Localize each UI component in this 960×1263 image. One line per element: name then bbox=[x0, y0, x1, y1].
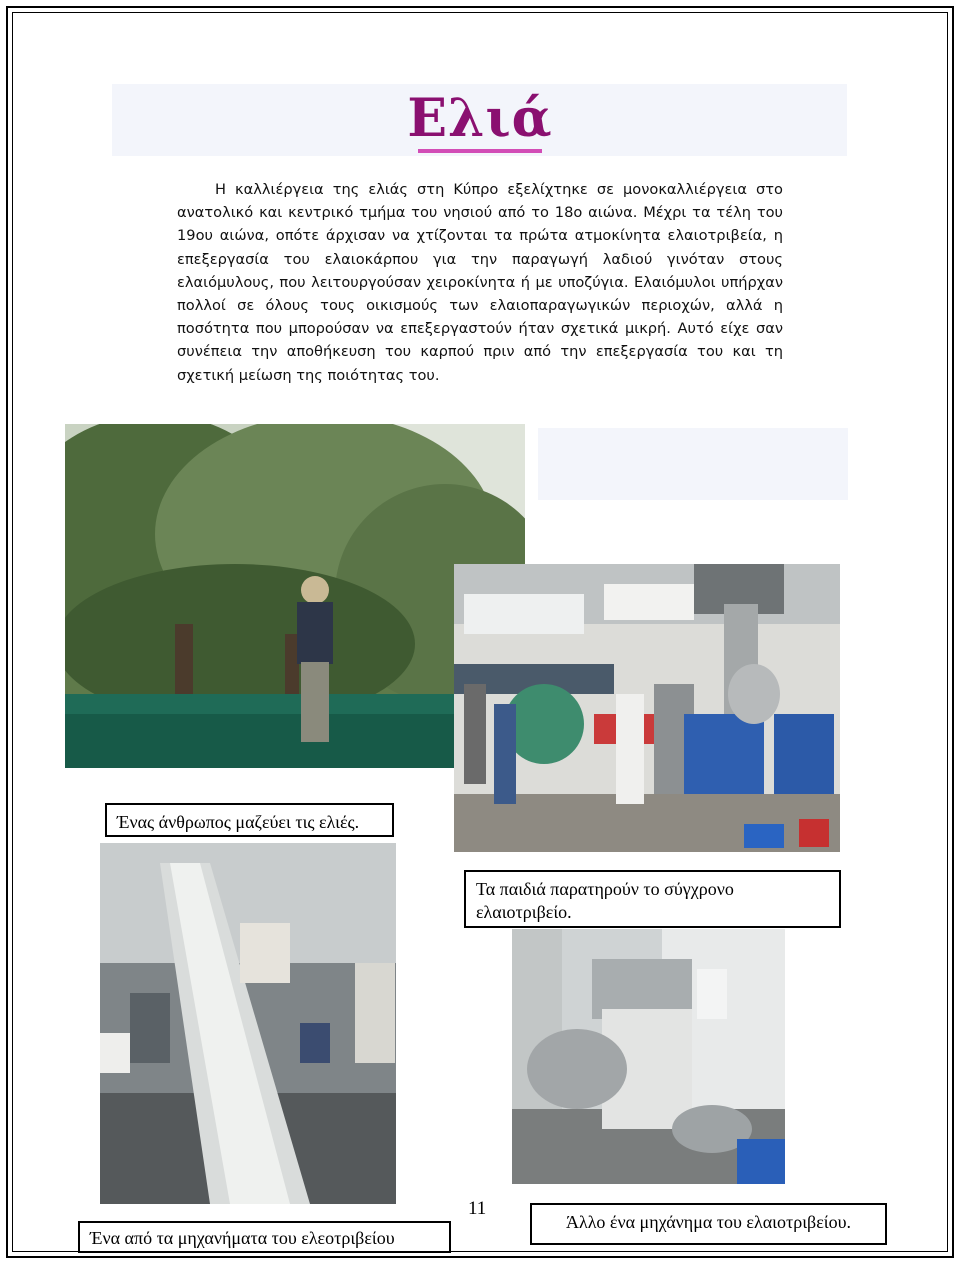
mill-machine-photo bbox=[512, 929, 785, 1184]
caption-conveyor: Ένα από τα μηχανήματα του ελεοτριβείου bbox=[78, 1221, 451, 1253]
caption-machine: Άλλο ένα μηχάνημα του ελαιοτριβείου. bbox=[530, 1203, 887, 1245]
shaded-box bbox=[538, 428, 848, 500]
conveyor-photo bbox=[100, 843, 396, 1204]
modern-mill-photo bbox=[454, 564, 840, 852]
body-paragraph: Η καλλιέργεια της ελιάς στη Κύπρο εξελίχτηκε σε μονοκαλλιέργεια στο ανατολικό και κεντρικό τμήμα του νησιού από το 18ο αιώνα. Μέχρι τα τέλη του 19ου αιώνα, οπότε άρχισαν να χτίζονται τα πρώτα ατμοκίνητα ελαιοτριβεία, η επεξεργασία του ελαιοκάρπου για την παραγωγή λαδιού γινόταν στους ελαιόμυλους, που λειτουργούσαν χειροκίνητα ή με υποζύγια. Ελαιόμυλοι υπήρχαν πολλοί σε όλους τους οικισμούς των ελαιοπαραγωγικών περιοχών, αλλά η ποσότητα που μπορούσαν να επεξεργαστούν ήταν σχετικά μικρή. Αυτό είχε σαν συνέπεια την αποθήκευση του καρπού πριν από την επεξεργασία του και τη σχετική μείωση της ποιότητας του. bbox=[177, 181, 783, 384]
caption-mill-children: Τα παιδιά παρατηρούν το σύγχρονο ελαιοτριβείο. bbox=[464, 870, 841, 928]
page-number: 11 bbox=[468, 1198, 487, 1219]
mill-machine-image bbox=[512, 929, 785, 1184]
caption-harvest: Ένας άνθρωπος μαζεύει τις ελιές. bbox=[105, 803, 394, 837]
modern-mill-image bbox=[454, 564, 840, 852]
conveyor-image bbox=[100, 843, 396, 1204]
title-underline bbox=[418, 149, 542, 153]
page-title: Ελιά bbox=[407, 88, 553, 149]
